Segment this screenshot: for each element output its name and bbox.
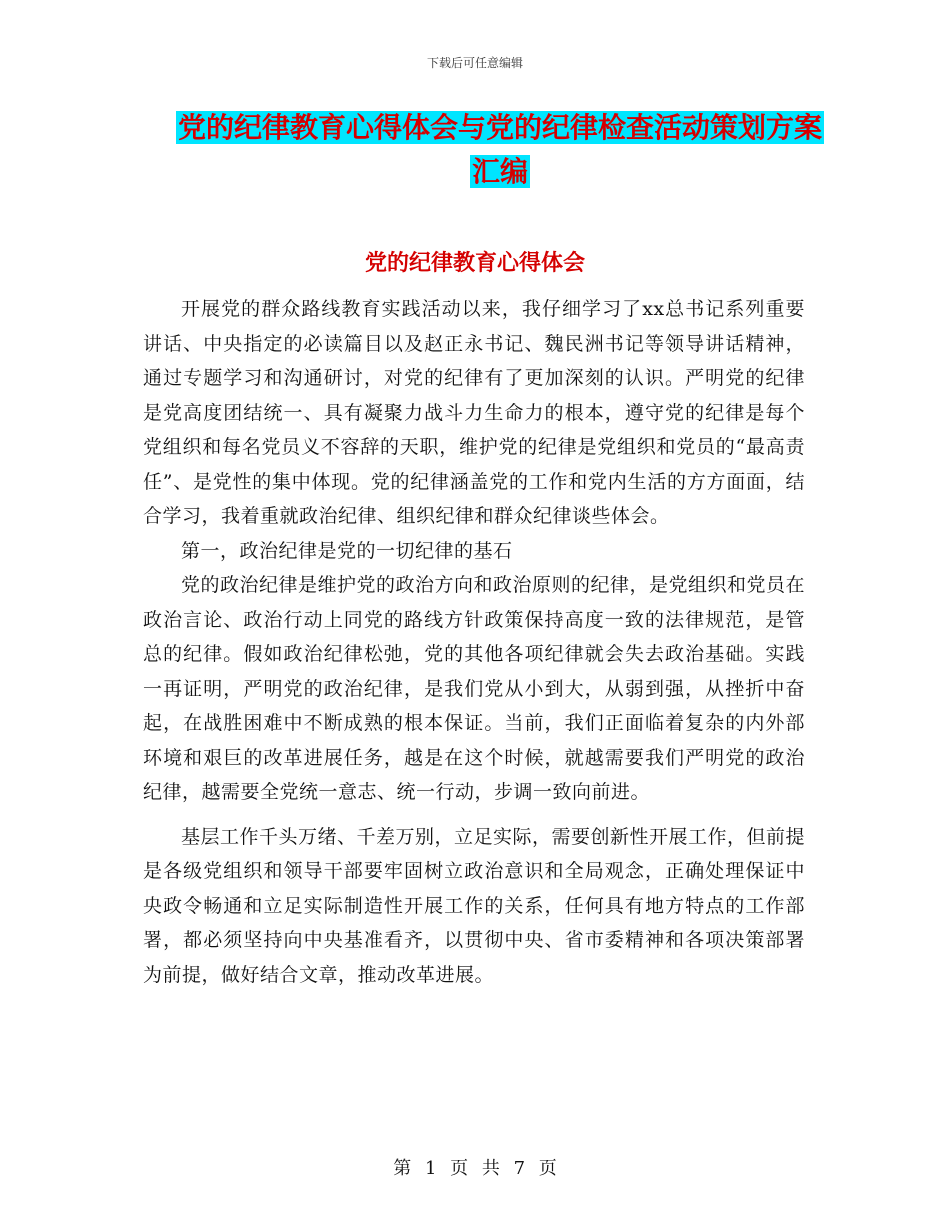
document-title [150, 106, 850, 194]
paragraph: 开展党的群众路线教育实践活动以来，我仔细学习了xx总书记系列重要讲话、中央指定的必读篇目以及赵正永书记、魏民洲书记等领导讲话精神，通过专题学习和沟通研讨，对党的纪律有了更加深刻的认识。严明党的纪律是党高度团结统一、具有凝聚力战斗力生命力的根本，遵守党的纪律是每个党组织和每名党员义不容辞的天职，维护党的纪律是党组织和党员的“最高责任”、是党性的集中体现。党的纪律涵盖党的工作和党内生活的方方面面，结合学习，我着重就政治纪律、组织纪律和群众纪律谈些体会。 [143, 298, 805, 527]
paragraph: 党的政治纪律是维护党的政治方向和政治原则的纪律，是党组织和党员在政治言论、政治行动上同党的路线方针政策保持高度一致的法律规范，是管总的纪律。假如政治纪律松弛，党的其他各项纪律就会失去政治基础。实践一再证明，严明党的政治纪律，是我们党从小到大，从弱到强，从挫折中奋起，在战胜困难中不断成熟的根本保证。当前，我们正面临着复杂的内外部环境和艰巨的改革进展任务，越是在这个时候，就越需要我们严明党的政治纪律，越需要全党统一意志、统一行动，步调一致向前进。 [143, 574, 806, 803]
header-note: 下载后可任意编辑 [426, 56, 523, 70]
page-number: 第 1 页 共 7 页 [393, 1158, 557, 1179]
title-line-2: 汇编 [471, 155, 528, 188]
section-title: 党的纪律教育心得体会 [364, 250, 585, 276]
title-line-1: 党的纪律教育心得体会与党的纪律检查活动策划方案 [177, 111, 822, 144]
paragraph: 基层工作千头万绪、千差万别，立足实际，需要创新性开展工作，但前提是各级党组织和领导干部要牢固树立政治意识和全局观念，正确处理保证中央政令畅通和立足实际制造性开展工作的关系，任何具有地方特点的工作部署，都必须坚持向中央基准看齐，以贯彻中央、省市委精神和各项决策部署为前提，做好结合文章，推动改革进展。 [143, 825, 806, 986]
paragraph-heading: 第一，政治纪律是党的一切纪律的基石 [181, 539, 513, 562]
body-text [143, 292, 805, 992]
